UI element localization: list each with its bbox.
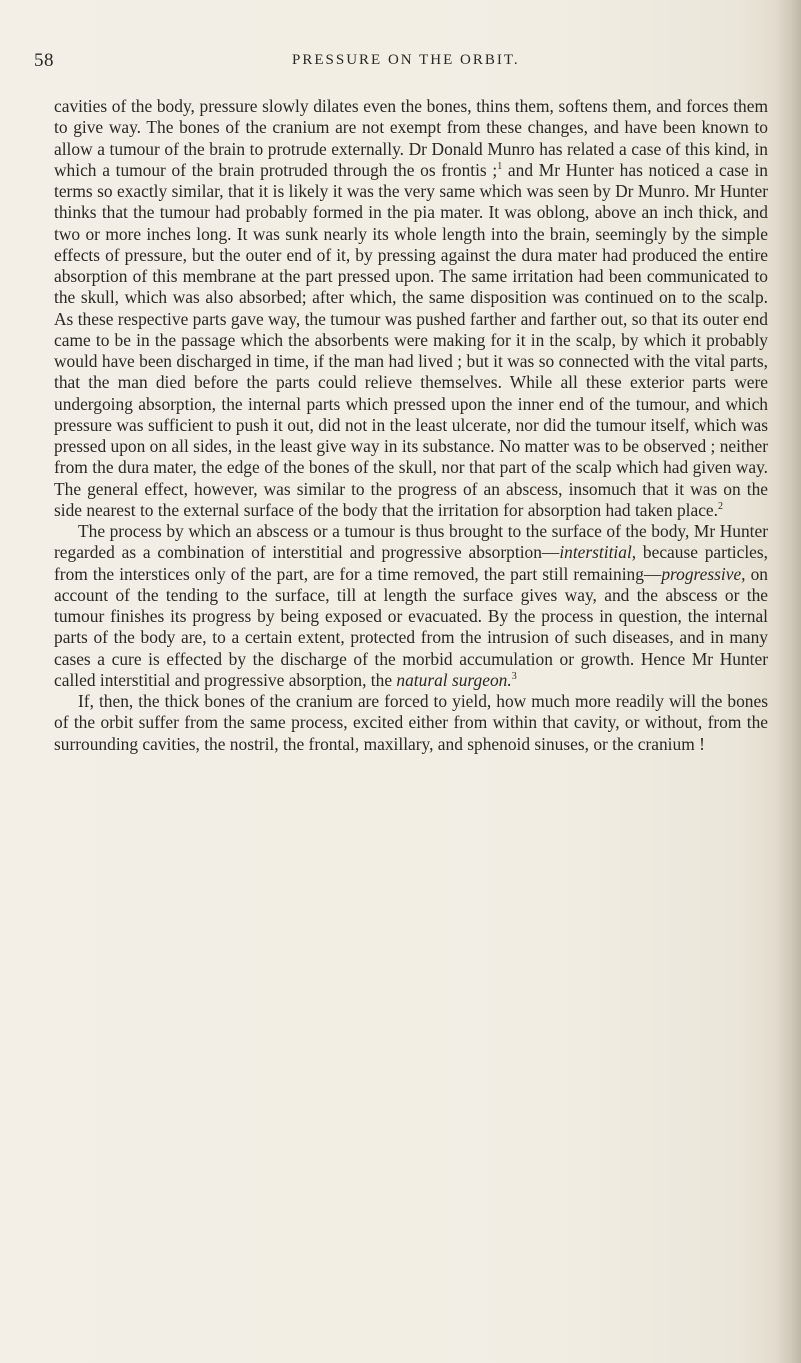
footnote-ref-1: 1 [497, 160, 503, 172]
page-number: 58 [34, 50, 54, 71]
page-edge-shadow [775, 0, 801, 1363]
term-progressive: progressive, [661, 563, 746, 584]
paragraph-3-text: If, then, the thick bones of the cranium are forced to yield, how much more readily will the bones of the orbit suffer from the same process, excited either from within that cavity, or without, from the surrounding cavities, the nostril, the frontal, maxillary, and sphenoid sinuses, or the cranium ! [54, 691, 768, 754]
running-title: PRESSURE ON THE ORBIT. [292, 52, 520, 68]
paragraph-2 [54, 521, 768, 691]
paragraph-2-text-b: because particles, from the interstices only of the part, are for a time removed, the part still remaining— [54, 542, 768, 584]
body-text [54, 96, 768, 755]
paragraph-2-text-a: The process by which an abscess or a tumour is thus brought to the surface of the body, Mr Hunter regarded as a combination of interstitial and progressive absorption— [54, 521, 768, 563]
paragraph-1 [54, 96, 768, 521]
paragraph-3 [54, 691, 768, 755]
footnote-ref-3: 3 [511, 670, 517, 682]
page-header [34, 50, 734, 78]
paragraph-1-text-a: cavities of the body, pressure slowly dilates even the bones, thins them, softens them, and forces them to give way. The bones of the cranium are not exempt from these changes, and have been known to allow a tumour of the brain to protrude externally. Dr Donald Munro has related a case of this kind, in which a tumour of the brain protruded through the os frontis ; [54, 96, 768, 180]
paragraph-1-text-b: and Mr Hunter has noticed a case in terms so exactly similar, that it is likely it was the very same which was seen by Dr Munro. Mr Hunter thinks that the tumour had probably formed in the pia mater. It was oblong, above an inch thick, and two or more inches long. It was sunk nearly its whole length into the brain, seemingly by the simple effects of pressure, but the outer end of it, by pressing against the dura mater had produced the entire absorption of this membrane at the part pressed upon. The same irritation had been communicated to the skull, which was also absorbed; after which, the same disposition was continued on to the scalp. As these respective parts gave way, the tumour was pushed farther and farther out, so that its outer end came to be in the passage which the absorbents were making for it in the scalp, by which it probably would have been discharged in time, if the man had lived ; but it was so connected with the vital parts, that the man died before the parts could relieve themselves. While all these exterior parts were undergoing absorption, the internal parts which pressed upon the inner end of the tumour, and which pressure was sufficient to push it out, did not in the least ulcerate, nor did the tumour itself, which was pressed upon on all sides, in the least give way in its substance. No matter was to be observed ; neither from the dura mater, the edge of the bones of the skull, nor that part of the scalp which had given way. The general effect, however, was similar to the progress of an abscess, insomuch that it was on the side nearest to the external surface of the body that the irritation for absorption had taken place. [54, 159, 768, 520]
paragraph-2-text-c: on account of the tending to the surface, till at length the surface gives way, and the abscess or the tumour finishes its progress by being exposed or evacuated. By the process in question, the internal parts of the body are, to a certain extent, protected from the intrusion of such diseases, and in many cases a cure is effected by the discharge of the morbid accumulation or growth. Hence Mr Hunter called interstitial and progressive absorption, the [54, 563, 768, 690]
term-natural-surgeon: natural surgeon. [396, 669, 512, 690]
footnote-ref-2: 2 [717, 500, 723, 512]
term-interstitial: interstitial, [559, 542, 637, 563]
